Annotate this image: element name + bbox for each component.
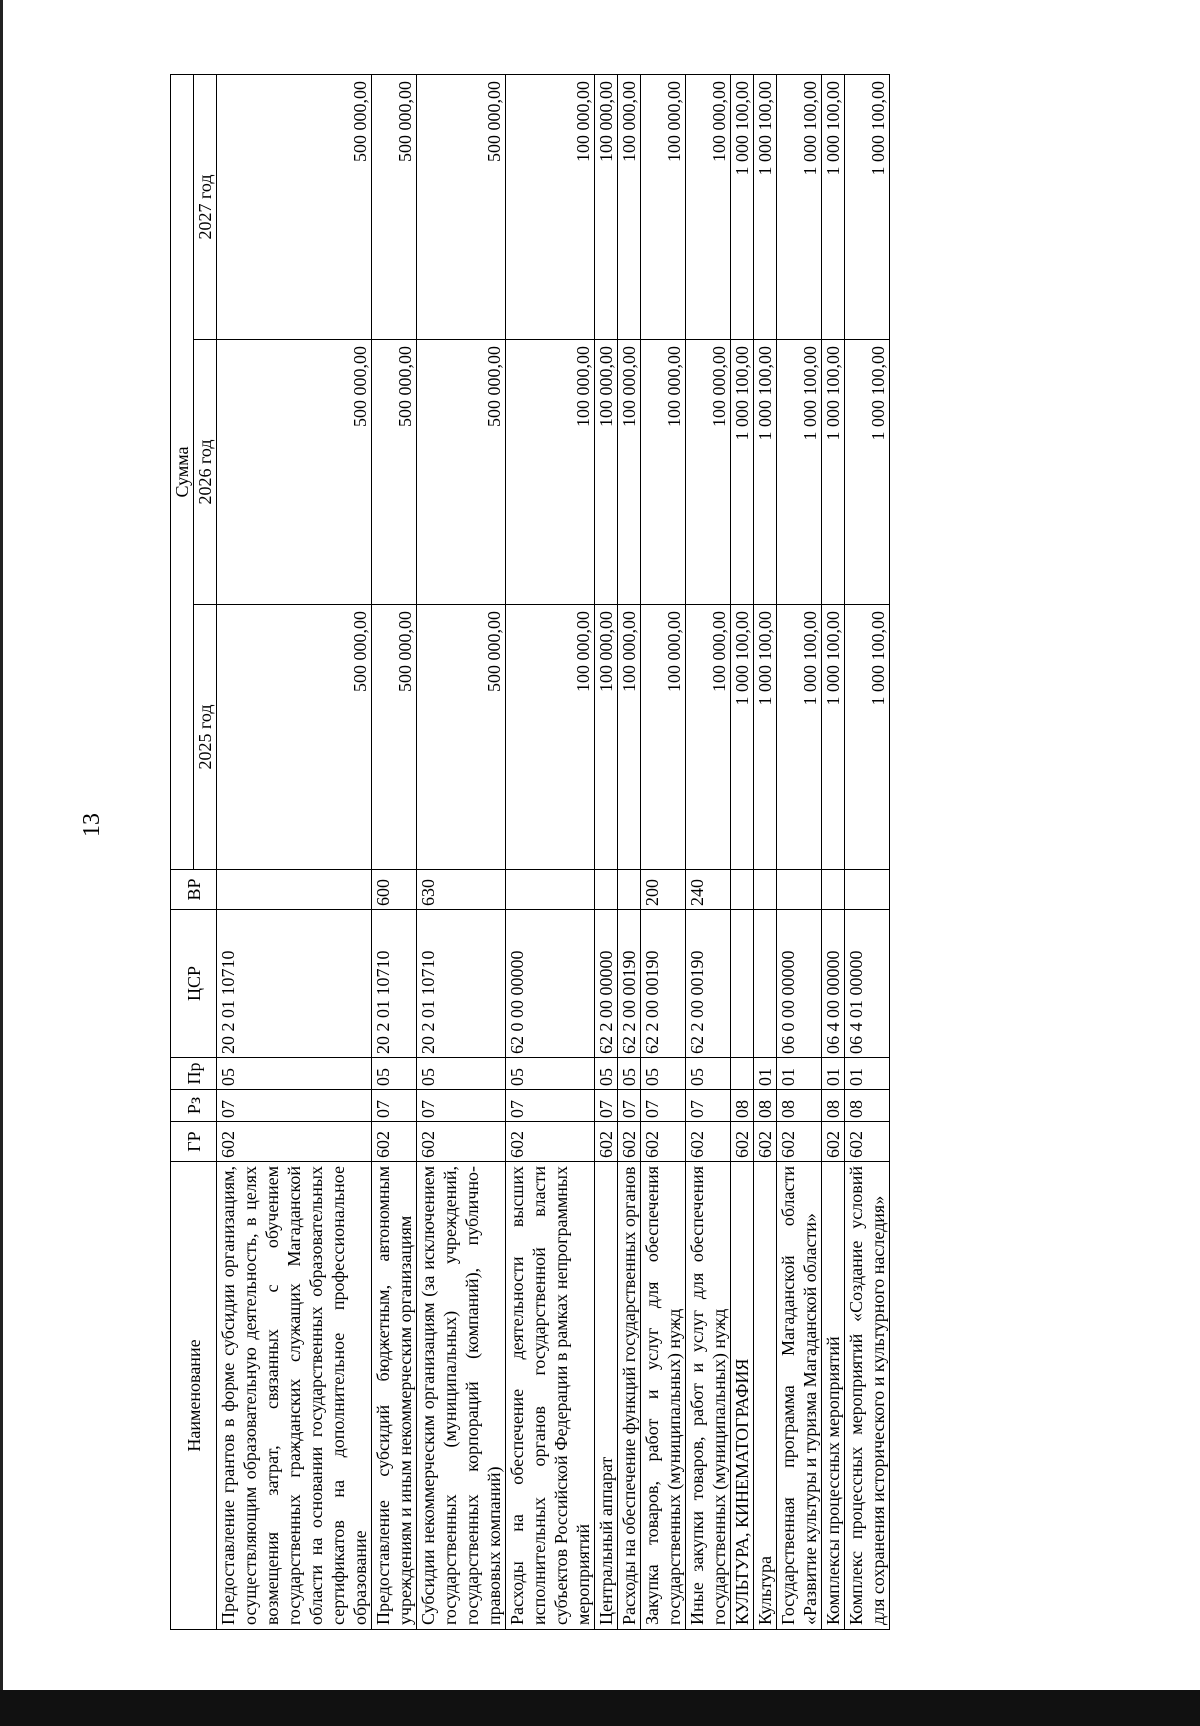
row-vr: 600 bbox=[372, 870, 417, 910]
row-name: Комплексы процессных мероприятий bbox=[822, 1162, 845, 1630]
row-pr: 01 bbox=[822, 1058, 845, 1090]
row-2025: 500 000,00 bbox=[417, 605, 506, 870]
row-gr: 602 bbox=[595, 1122, 618, 1162]
row-2025: 1 000 100,00 bbox=[777, 605, 822, 870]
row-rz: 08 bbox=[845, 1090, 890, 1122]
row-rz: 08 bbox=[754, 1090, 777, 1122]
page-left-edge bbox=[0, 0, 3, 1726]
row-rz: 07 bbox=[506, 1090, 595, 1122]
row-pr: 05 bbox=[686, 1058, 731, 1090]
row-2025: 500 000,00 bbox=[217, 605, 372, 870]
row-2027: 1 000 100,00 bbox=[731, 74, 754, 339]
row-gr: 602 bbox=[777, 1122, 822, 1162]
row-2026: 500 000,00 bbox=[217, 340, 372, 605]
rotated-table-container bbox=[170, 75, 1170, 1630]
row-2026: 100 000,00 bbox=[686, 340, 731, 605]
row-2025: 1 000 100,00 bbox=[845, 605, 890, 870]
row-rz: 08 bbox=[822, 1090, 845, 1122]
row-gr: 602 bbox=[845, 1122, 890, 1162]
row-rz: 07 bbox=[595, 1090, 618, 1122]
row-gr: 602 bbox=[754, 1122, 777, 1162]
header-2027: 2027 год bbox=[194, 74, 217, 339]
row-2026: 1 000 100,00 bbox=[822, 340, 845, 605]
row-2027: 500 000,00 bbox=[217, 74, 372, 339]
row-2026: 500 000,00 bbox=[372, 340, 417, 605]
row-gr: 602 bbox=[731, 1122, 754, 1162]
row-name: Предоставление субсидий бюджетным, автономным учреждениям и иным некоммерческим организациям bbox=[372, 1162, 417, 1630]
row-2026: 500 000,00 bbox=[417, 340, 506, 605]
row-name: Культура bbox=[754, 1162, 777, 1630]
row-rz: 07 bbox=[618, 1090, 641, 1122]
header-name: Наименование bbox=[171, 1162, 217, 1630]
row-2025: 100 000,00 bbox=[506, 605, 595, 870]
table-row bbox=[731, 74, 754, 1629]
row-name: Государственная программа Магаданской области «Развитие культуры и туризма Магаданской области» bbox=[777, 1162, 822, 1630]
header-vr: ВР bbox=[171, 870, 217, 910]
table-row bbox=[618, 74, 641, 1629]
header-2025: 2025 год bbox=[194, 605, 217, 870]
row-name: Центральный аппарат bbox=[595, 1162, 618, 1630]
row-pr: 05 bbox=[417, 1058, 506, 1090]
row-name: Субсидии некоммерческим организациям (за исключением государственных (муниципальных) учреждений, государственных корпораций (компаний), публично-правовых компаний) bbox=[417, 1162, 506, 1630]
row-csr: 62 2 00 00190 bbox=[618, 910, 641, 1058]
row-pr: 05 bbox=[641, 1058, 686, 1090]
table-body bbox=[217, 74, 890, 1629]
row-2026: 1 000 100,00 bbox=[777, 340, 822, 605]
row-vr: 240 bbox=[686, 870, 731, 910]
row-vr bbox=[506, 870, 595, 910]
row-2025: 500 000,00 bbox=[372, 605, 417, 870]
row-2026: 1 000 100,00 bbox=[731, 340, 754, 605]
row-2027: 100 000,00 bbox=[686, 74, 731, 339]
row-rz: 07 bbox=[641, 1090, 686, 1122]
row-vr bbox=[217, 870, 372, 910]
row-csr: 20 2 01 10710 bbox=[217, 910, 372, 1058]
row-2027: 100 000,00 bbox=[506, 74, 595, 339]
row-2025: 100 000,00 bbox=[618, 605, 641, 870]
row-2026: 100 000,00 bbox=[506, 340, 595, 605]
row-name: КУЛЬТУРА, КИНЕМАТОГРАФИЯ bbox=[731, 1162, 754, 1630]
row-rz: 08 bbox=[731, 1090, 754, 1122]
row-2025: 1 000 100,00 bbox=[731, 605, 754, 870]
row-2026: 100 000,00 bbox=[595, 340, 618, 605]
row-name: Расходы на обеспечение деятельности высших исполнительных органов государственной власти субъектов Российской Федерации в рамках непрограммных мероприятий bbox=[506, 1162, 595, 1630]
row-name: Предоставление грантов в форме субсидии организациям, осуществляющим образовательную деятельность, в целях возмещения затрат, связанных с обучением государственных гражданских служащих Магаданской области на основании государственных образовательных сертификатов на дополнительное профессиональное образование bbox=[217, 1162, 372, 1630]
row-2025: 100 000,00 bbox=[641, 605, 686, 870]
row-gr: 602 bbox=[417, 1122, 506, 1162]
row-pr: 01 bbox=[845, 1058, 890, 1090]
page-number: 13 bbox=[79, 813, 105, 837]
row-csr: 06 4 01 00000 bbox=[845, 910, 890, 1058]
row-gr: 602 bbox=[372, 1122, 417, 1162]
row-rz: 07 bbox=[217, 1090, 372, 1122]
row-name: Расходы на обеспечение функций государственных органов bbox=[618, 1162, 641, 1630]
header-gr: ГР bbox=[171, 1122, 217, 1162]
row-2027: 1 000 100,00 bbox=[777, 74, 822, 339]
row-pr bbox=[731, 1058, 754, 1090]
row-gr: 602 bbox=[217, 1122, 372, 1162]
table-row bbox=[845, 74, 890, 1629]
row-vr bbox=[822, 870, 845, 910]
table-row bbox=[372, 74, 417, 1629]
row-csr: 62 2 00 00190 bbox=[686, 910, 731, 1058]
row-vr bbox=[595, 870, 618, 910]
row-2027: 500 000,00 bbox=[372, 74, 417, 339]
row-2027: 100 000,00 bbox=[618, 74, 641, 339]
header-rz: Рз bbox=[171, 1090, 217, 1122]
table-row bbox=[506, 74, 595, 1629]
table-row bbox=[217, 74, 372, 1629]
row-2027: 500 000,00 bbox=[417, 74, 506, 339]
row-2027: 100 000,00 bbox=[595, 74, 618, 339]
row-pr: 01 bbox=[777, 1058, 822, 1090]
row-pr: 05 bbox=[372, 1058, 417, 1090]
row-csr: 62 2 00 00000 bbox=[595, 910, 618, 1058]
row-vr bbox=[777, 870, 822, 910]
row-csr: 20 2 01 10710 bbox=[417, 910, 506, 1058]
row-2026: 100 000,00 bbox=[618, 340, 641, 605]
row-gr: 602 bbox=[618, 1122, 641, 1162]
budget-table bbox=[170, 74, 890, 1630]
row-rz: 07 bbox=[686, 1090, 731, 1122]
row-name: Иные закупки товаров, работ и услуг для обеспечения государственных (муниципальных) нужд bbox=[686, 1162, 731, 1630]
row-rz: 07 bbox=[417, 1090, 506, 1122]
row-pr: 05 bbox=[595, 1058, 618, 1090]
row-csr: 06 0 00 00000 bbox=[777, 910, 822, 1058]
header-sum: Сумма bbox=[171, 74, 194, 869]
row-2027: 1 000 100,00 bbox=[754, 74, 777, 339]
row-gr: 602 bbox=[822, 1122, 845, 1162]
row-pr: 05 bbox=[217, 1058, 372, 1090]
row-2025: 1 000 100,00 bbox=[754, 605, 777, 870]
table-row bbox=[754, 74, 777, 1629]
row-vr bbox=[754, 870, 777, 910]
header-pr: Пр bbox=[171, 1058, 217, 1090]
row-2027: 1 000 100,00 bbox=[822, 74, 845, 339]
row-vr bbox=[845, 870, 890, 910]
table-row bbox=[641, 74, 686, 1629]
scan-bottom-bar bbox=[0, 1690, 1200, 1726]
table-row bbox=[686, 74, 731, 1629]
row-csr bbox=[731, 910, 754, 1058]
row-vr bbox=[731, 870, 754, 910]
row-csr bbox=[754, 910, 777, 1058]
row-csr: 62 2 00 00190 bbox=[641, 910, 686, 1058]
row-2027: 1 000 100,00 bbox=[845, 74, 890, 339]
row-csr: 06 4 00 00000 bbox=[822, 910, 845, 1058]
header-csr: ЦСР bbox=[171, 910, 217, 1058]
row-pr: 05 bbox=[506, 1058, 595, 1090]
row-2025: 100 000,00 bbox=[595, 605, 618, 870]
table-row bbox=[595, 74, 618, 1629]
row-name: Закупка товаров, работ и услуг для обеспечения государственных (муниципальных) нужд bbox=[641, 1162, 686, 1630]
row-pr: 05 bbox=[618, 1058, 641, 1090]
header-2026: 2026 год bbox=[194, 340, 217, 605]
row-pr: 01 bbox=[754, 1058, 777, 1090]
row-2026: 1 000 100,00 bbox=[845, 340, 890, 605]
table-row bbox=[417, 74, 506, 1629]
row-gr: 602 bbox=[686, 1122, 731, 1162]
row-gr: 602 bbox=[506, 1122, 595, 1162]
table-row bbox=[822, 74, 845, 1629]
row-gr: 602 bbox=[641, 1122, 686, 1162]
row-rz: 08 bbox=[777, 1090, 822, 1122]
row-2026: 100 000,00 bbox=[641, 340, 686, 605]
row-2026: 1 000 100,00 bbox=[754, 340, 777, 605]
row-csr: 62 0 00 00000 bbox=[506, 910, 595, 1058]
table-row bbox=[777, 74, 822, 1629]
row-rz: 07 bbox=[372, 1090, 417, 1122]
row-2025: 1 000 100,00 bbox=[822, 605, 845, 870]
row-2025: 100 000,00 bbox=[686, 605, 731, 870]
row-name: Комплекс процессных мероприятий «Создание условий для сохранения исторического и культурного наследия» bbox=[845, 1162, 890, 1630]
row-vr: 630 bbox=[417, 870, 506, 910]
row-2027: 100 000,00 bbox=[641, 74, 686, 339]
row-vr bbox=[618, 870, 641, 910]
row-csr: 20 2 01 10710 bbox=[372, 910, 417, 1058]
row-vr: 200 bbox=[641, 870, 686, 910]
